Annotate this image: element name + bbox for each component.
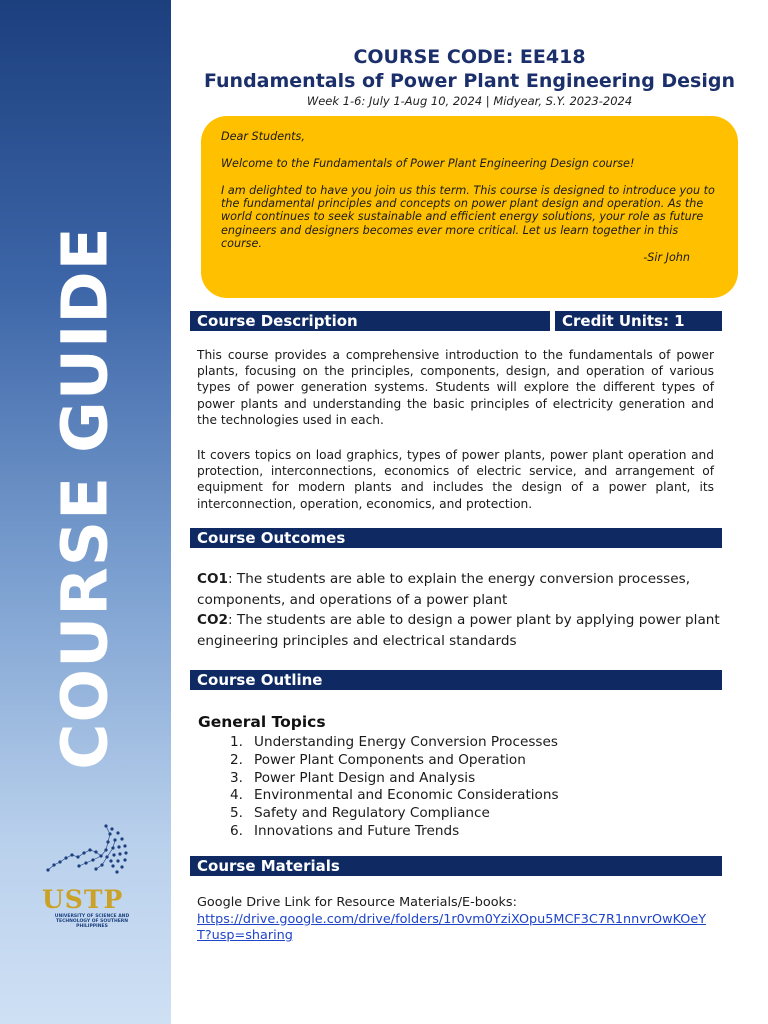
general-topics-heading: General Topics (198, 713, 326, 731)
topic-number: 2. (230, 751, 243, 768)
topic-label: Environmental and Economic Considerations (254, 787, 559, 804)
outcome-item (197, 569, 727, 610)
topic-number: 6. (230, 822, 243, 839)
course-outcomes-heading: Course Outcomes (190, 528, 722, 548)
topic-label: Power Plant Components and Operation (254, 751, 526, 768)
topic-number: 5. (230, 805, 243, 822)
list-item (230, 823, 559, 841)
ustp-logo-word: USTP (42, 885, 124, 914)
course-title: Fundamentals of Power Plant Engineering Design (203, 70, 736, 92)
list-item (230, 787, 559, 805)
header (171, 45, 768, 109)
materials-label: Google Drive Link for Resource Materials/E-books: (197, 895, 517, 910)
topic-number: 3. (230, 769, 243, 786)
credit-units: Credit Units: 1 (555, 311, 722, 331)
description-para-2: It covers topics on load graphics, types of power plants, power plant operation and protection, interconnections, economics of electric service, and arrangement of equipment for modern plants and includes the design of a power plant, its interconnection, operation, economics, and protection. (197, 448, 714, 511)
list-item (230, 770, 559, 788)
outcome-code: CO1 (197, 571, 228, 587)
course-schedule: Week 1-6: July 1-Aug 10, 2024 | Midyear, S.Y. 2023-2024 (306, 94, 633, 108)
sidebar (0, 0, 171, 1024)
resource-link[interactable]: https://drive.google.com/drive/folders/1r0vm0YziXOpu5MCF3C7R1nnvrOwKOeYT?usp=sharing (197, 911, 707, 943)
topic-label: Power Plant Design and Analysis (254, 769, 476, 786)
materials-block (197, 895, 727, 945)
welcome-signature: -Sir John (643, 251, 690, 265)
course-code: COURSE CODE: EE418 (353, 46, 586, 68)
list-item (230, 734, 559, 752)
topics-list (230, 734, 559, 841)
topic-label: Safety and Regulatory Compliance (254, 805, 490, 822)
outcome-text: : The students are able to design a power plant by applying power plant engineering principles and electrical standards (197, 612, 720, 649)
course-materials-heading: Course Materials (190, 856, 722, 876)
welcome-box (201, 116, 738, 298)
topic-number: 4. (230, 787, 243, 804)
course-outline-heading: Course Outline (190, 670, 722, 690)
list-item (230, 805, 559, 823)
course-description-heading: Course Description (190, 311, 550, 331)
ustp-logo-subtitle: UNIVERSITY OF SCIENCE AND TECHNOLOGY OF SOUTHERN PHILIPPINES (54, 914, 130, 929)
outcome-item (197, 610, 727, 651)
topic-number: 1. (230, 734, 243, 750)
topic-label: Innovations and Future Trends (254, 822, 460, 839)
topic-label: Understanding Energy Conversion Processes (254, 734, 558, 750)
welcome-line: Welcome to the Fundamentals of Power Plant Engineering Design course! (221, 156, 635, 170)
outcome-code: CO2 (197, 612, 228, 628)
welcome-greeting: Dear Students, (221, 130, 305, 143)
description-para-1: This course provides a comprehensive introduction to the fundamentals of power plants, focusing on the principles, components, design, and operation of various types of power generation systems. Students will explore the different types of power plants and understanding the basic principles of electricity generation and the technologies used in each. (197, 348, 714, 427)
sidebar-title: COURSE GUIDE (48, 226, 122, 770)
outcome-text: : The students are able to explain the energy conversion processes, components, and operations of a power plant (197, 571, 691, 608)
welcome-body: I am delighted to have you join us this term. This course is designed to introduce you to the fundamental principles and concepts on power plant design and operation. As the world continues to seek sustainable and efficient energy solutions, your role as future engineers and designers becomes ever more critical. Let us learn together in this course. (221, 183, 715, 251)
list-item (230, 752, 559, 770)
outcomes-list (197, 569, 727, 651)
